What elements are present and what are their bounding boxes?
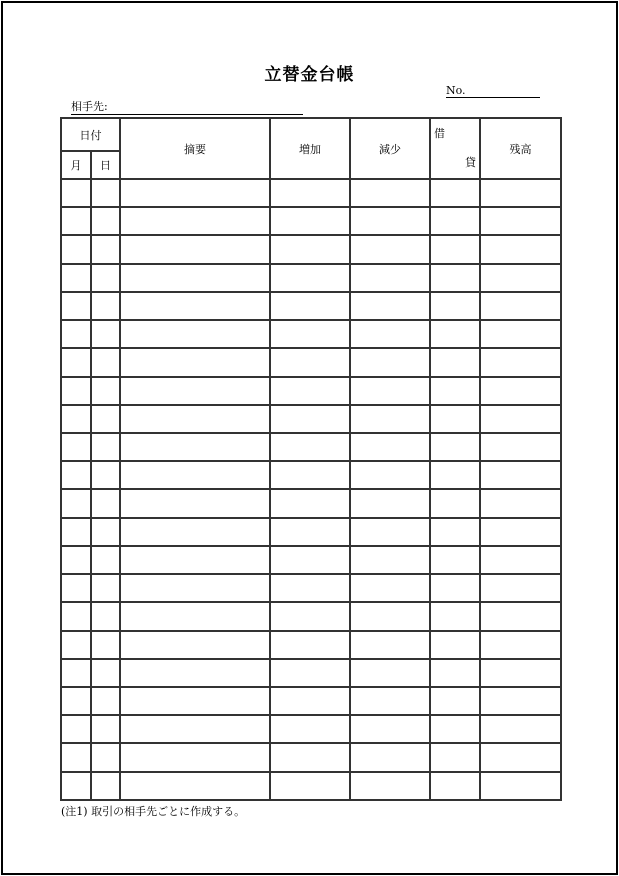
balance-cell[interactable] bbox=[480, 546, 561, 574]
balance-cell[interactable] bbox=[480, 631, 561, 659]
header-debit-credit bbox=[430, 118, 480, 179]
debit-credit-cell[interactable] bbox=[430, 743, 480, 771]
increase-cell[interactable] bbox=[270, 461, 350, 489]
month-cell[interactable] bbox=[61, 631, 91, 659]
increase-cell[interactable] bbox=[270, 320, 350, 348]
debit-credit-cell[interactable] bbox=[430, 207, 480, 235]
decrease-cell[interactable] bbox=[350, 743, 430, 771]
ledger-row bbox=[61, 659, 561, 687]
balance-cell[interactable] bbox=[480, 489, 561, 517]
balance-cell[interactable] bbox=[480, 743, 561, 771]
increase-cell[interactable] bbox=[270, 687, 350, 715]
decrease-cell[interactable] bbox=[350, 292, 430, 320]
month-cell[interactable] bbox=[61, 320, 91, 348]
increase-cell[interactable] bbox=[270, 235, 350, 263]
increase-cell[interactable] bbox=[270, 631, 350, 659]
summary-cell[interactable] bbox=[120, 489, 270, 517]
balance-cell[interactable] bbox=[480, 574, 561, 602]
increase-cell[interactable] bbox=[270, 659, 350, 687]
summary-cell[interactable] bbox=[120, 461, 270, 489]
decrease-cell[interactable] bbox=[350, 264, 430, 292]
summary-cell[interactable] bbox=[120, 235, 270, 263]
debit-credit-cell[interactable] bbox=[430, 348, 480, 376]
ledger-body bbox=[61, 179, 561, 800]
decrease-cell[interactable] bbox=[350, 602, 430, 630]
summary-cell[interactable] bbox=[120, 772, 270, 800]
day-cell[interactable] bbox=[91, 546, 120, 574]
summary-cell[interactable] bbox=[120, 292, 270, 320]
summary-cell[interactable] bbox=[120, 320, 270, 348]
balance-cell[interactable] bbox=[480, 518, 561, 546]
increase-cell[interactable] bbox=[270, 574, 350, 602]
summary-cell[interactable] bbox=[120, 546, 270, 574]
debit-credit-cell[interactable] bbox=[430, 489, 480, 517]
ledger-row bbox=[61, 461, 561, 489]
day-cell[interactable] bbox=[91, 433, 120, 461]
day-cell[interactable] bbox=[91, 772, 120, 800]
month-cell[interactable] bbox=[61, 207, 91, 235]
balance-cell[interactable] bbox=[480, 264, 561, 292]
summary-cell[interactable] bbox=[120, 574, 270, 602]
month-cell[interactable] bbox=[61, 546, 91, 574]
debit-credit-cell[interactable] bbox=[430, 659, 480, 687]
balance-cell[interactable] bbox=[480, 433, 561, 461]
day-cell[interactable] bbox=[91, 574, 120, 602]
decrease-cell[interactable] bbox=[350, 772, 430, 800]
increase-cell[interactable] bbox=[270, 292, 350, 320]
month-cell[interactable] bbox=[61, 574, 91, 602]
balance-cell[interactable] bbox=[480, 772, 561, 800]
increase-cell[interactable] bbox=[270, 715, 350, 743]
decrease-cell[interactable] bbox=[350, 574, 430, 602]
debit-credit-cell[interactable] bbox=[430, 292, 480, 320]
decrease-cell[interactable] bbox=[350, 518, 430, 546]
month-cell[interactable] bbox=[61, 179, 91, 207]
day-cell[interactable] bbox=[91, 179, 120, 207]
summary-cell[interactable] bbox=[120, 348, 270, 376]
decrease-cell[interactable] bbox=[350, 207, 430, 235]
ledger-row bbox=[61, 405, 561, 433]
day-cell[interactable] bbox=[91, 631, 120, 659]
balance-cell[interactable] bbox=[480, 602, 561, 630]
debit-credit-cell[interactable] bbox=[430, 687, 480, 715]
month-cell[interactable] bbox=[61, 772, 91, 800]
ledger-row bbox=[61, 207, 561, 235]
document-number-field[interactable]: No. bbox=[446, 84, 540, 98]
month-cell[interactable] bbox=[61, 264, 91, 292]
increase-cell[interactable] bbox=[270, 602, 350, 630]
ledger-row bbox=[61, 772, 561, 800]
increase-cell[interactable] bbox=[270, 264, 350, 292]
header-debit: 借 bbox=[434, 127, 445, 140]
day-cell[interactable] bbox=[91, 292, 120, 320]
summary-cell[interactable] bbox=[120, 631, 270, 659]
header-credit: 貸 bbox=[465, 156, 476, 169]
month-cell[interactable] bbox=[61, 235, 91, 263]
day-cell[interactable] bbox=[91, 348, 120, 376]
summary-cell[interactable] bbox=[120, 179, 270, 207]
month-cell[interactable] bbox=[61, 377, 91, 405]
month-cell[interactable] bbox=[61, 602, 91, 630]
day-cell[interactable] bbox=[91, 320, 120, 348]
debit-credit-cell[interactable] bbox=[430, 631, 480, 659]
debit-credit-cell[interactable] bbox=[430, 405, 480, 433]
balance-cell[interactable] bbox=[480, 715, 561, 743]
decrease-cell[interactable] bbox=[350, 405, 430, 433]
decrease-cell[interactable] bbox=[350, 631, 430, 659]
month-cell[interactable] bbox=[61, 659, 91, 687]
balance-cell[interactable] bbox=[480, 659, 561, 687]
decrease-cell[interactable] bbox=[350, 687, 430, 715]
summary-cell[interactable] bbox=[120, 602, 270, 630]
summary-cell[interactable] bbox=[120, 743, 270, 771]
ledger-row bbox=[61, 489, 561, 517]
day-cell[interactable] bbox=[91, 405, 120, 433]
decrease-cell[interactable] bbox=[350, 461, 430, 489]
ledger-row bbox=[61, 715, 561, 743]
decrease-cell[interactable] bbox=[350, 489, 430, 517]
increase-cell[interactable] bbox=[270, 433, 350, 461]
summary-cell[interactable] bbox=[120, 659, 270, 687]
increase-cell[interactable] bbox=[270, 546, 350, 574]
summary-cell[interactable] bbox=[120, 518, 270, 546]
decrease-cell[interactable] bbox=[350, 546, 430, 574]
ledger-row bbox=[61, 743, 561, 771]
footnote: (注1) 取引の相手先ごとに作成する。 bbox=[61, 805, 246, 818]
balance-cell[interactable] bbox=[480, 320, 561, 348]
summary-cell[interactable] bbox=[120, 377, 270, 405]
balance-cell[interactable] bbox=[480, 235, 561, 263]
decrease-cell[interactable] bbox=[350, 235, 430, 263]
debit-credit-cell[interactable] bbox=[430, 574, 480, 602]
header-increase: 増加 bbox=[270, 118, 350, 179]
debit-credit-cell[interactable] bbox=[430, 377, 480, 405]
day-cell[interactable] bbox=[91, 377, 120, 405]
day-cell[interactable] bbox=[91, 461, 120, 489]
month-cell[interactable] bbox=[61, 405, 91, 433]
ledger-row bbox=[61, 433, 561, 461]
decrease-cell[interactable] bbox=[350, 348, 430, 376]
increase-cell[interactable] bbox=[270, 377, 350, 405]
header-decrease: 減少 bbox=[350, 118, 430, 179]
month-cell[interactable] bbox=[61, 489, 91, 517]
balance-cell[interactable] bbox=[480, 207, 561, 235]
partner-field[interactable]: 相手先: bbox=[71, 100, 303, 115]
balance-cell[interactable] bbox=[480, 292, 561, 320]
day-cell[interactable] bbox=[91, 659, 120, 687]
ledger-row bbox=[61, 235, 561, 263]
ledger-row bbox=[61, 292, 561, 320]
month-cell[interactable] bbox=[61, 348, 91, 376]
ledger-row bbox=[61, 687, 561, 715]
summary-cell[interactable] bbox=[120, 264, 270, 292]
increase-cell[interactable] bbox=[270, 772, 350, 800]
increase-cell[interactable] bbox=[270, 489, 350, 517]
day-cell[interactable] bbox=[91, 687, 120, 715]
debit-credit-cell[interactable] bbox=[430, 179, 480, 207]
decrease-cell[interactable] bbox=[350, 179, 430, 207]
balance-cell[interactable] bbox=[480, 179, 561, 207]
ledger-table bbox=[60, 117, 560, 801]
day-cell[interactable] bbox=[91, 715, 120, 743]
balance-cell[interactable] bbox=[480, 687, 561, 715]
decrease-cell[interactable] bbox=[350, 715, 430, 743]
ledger-row bbox=[61, 377, 561, 405]
increase-cell[interactable] bbox=[270, 518, 350, 546]
increase-cell[interactable] bbox=[270, 348, 350, 376]
debit-credit-cell[interactable] bbox=[430, 546, 480, 574]
day-cell[interactable] bbox=[91, 235, 120, 263]
decrease-cell[interactable] bbox=[350, 659, 430, 687]
summary-cell[interactable] bbox=[120, 207, 270, 235]
header-balance: 残高 bbox=[480, 118, 561, 179]
increase-cell[interactable] bbox=[270, 743, 350, 771]
decrease-cell[interactable] bbox=[350, 377, 430, 405]
header-month: 月 bbox=[61, 151, 91, 179]
day-cell[interactable] bbox=[91, 602, 120, 630]
header-day: 日 bbox=[91, 151, 120, 179]
ledger-row bbox=[61, 546, 561, 574]
ledger-row bbox=[61, 264, 561, 292]
debit-credit-cell[interactable] bbox=[430, 518, 480, 546]
ledger-row bbox=[61, 518, 561, 546]
day-cell[interactable] bbox=[91, 489, 120, 517]
balance-cell[interactable] bbox=[480, 377, 561, 405]
increase-cell[interactable] bbox=[270, 405, 350, 433]
month-cell[interactable] bbox=[61, 461, 91, 489]
summary-cell[interactable] bbox=[120, 687, 270, 715]
ledger-row bbox=[61, 348, 561, 376]
day-cell[interactable] bbox=[91, 743, 120, 771]
balance-cell[interactable] bbox=[480, 348, 561, 376]
ledger-row bbox=[61, 320, 561, 348]
day-cell[interactable] bbox=[91, 207, 120, 235]
header-summary: 摘要 bbox=[120, 118, 270, 179]
month-cell[interactable] bbox=[61, 687, 91, 715]
summary-cell[interactable] bbox=[120, 405, 270, 433]
month-cell[interactable] bbox=[61, 715, 91, 743]
debit-credit-cell[interactable] bbox=[430, 264, 480, 292]
debit-credit-cell[interactable] bbox=[430, 433, 480, 461]
balance-cell[interactable] bbox=[480, 405, 561, 433]
header-date: 日付 bbox=[61, 118, 120, 151]
decrease-cell[interactable] bbox=[350, 320, 430, 348]
debit-credit-cell[interactable] bbox=[430, 715, 480, 743]
month-cell[interactable] bbox=[61, 518, 91, 546]
month-cell[interactable] bbox=[61, 433, 91, 461]
debit-credit-cell[interactable] bbox=[430, 461, 480, 489]
summary-cell[interactable] bbox=[120, 715, 270, 743]
ledger-row bbox=[61, 574, 561, 602]
debit-credit-cell[interactable] bbox=[430, 235, 480, 263]
debit-credit-cell[interactable] bbox=[430, 602, 480, 630]
decrease-cell[interactable] bbox=[350, 433, 430, 461]
summary-cell[interactable] bbox=[120, 433, 270, 461]
day-cell[interactable] bbox=[91, 518, 120, 546]
month-cell[interactable] bbox=[61, 743, 91, 771]
ledger-row bbox=[61, 631, 561, 659]
increase-cell[interactable] bbox=[270, 207, 350, 235]
balance-cell[interactable] bbox=[480, 461, 561, 489]
ledger-row bbox=[61, 602, 561, 630]
increase-cell[interactable] bbox=[270, 179, 350, 207]
page-title: 立替金台帳 bbox=[264, 65, 355, 85]
ledger-row bbox=[61, 179, 561, 207]
day-cell[interactable] bbox=[91, 264, 120, 292]
debit-credit-cell[interactable] bbox=[430, 772, 480, 800]
debit-credit-cell[interactable] bbox=[430, 320, 480, 348]
month-cell[interactable] bbox=[61, 292, 91, 320]
